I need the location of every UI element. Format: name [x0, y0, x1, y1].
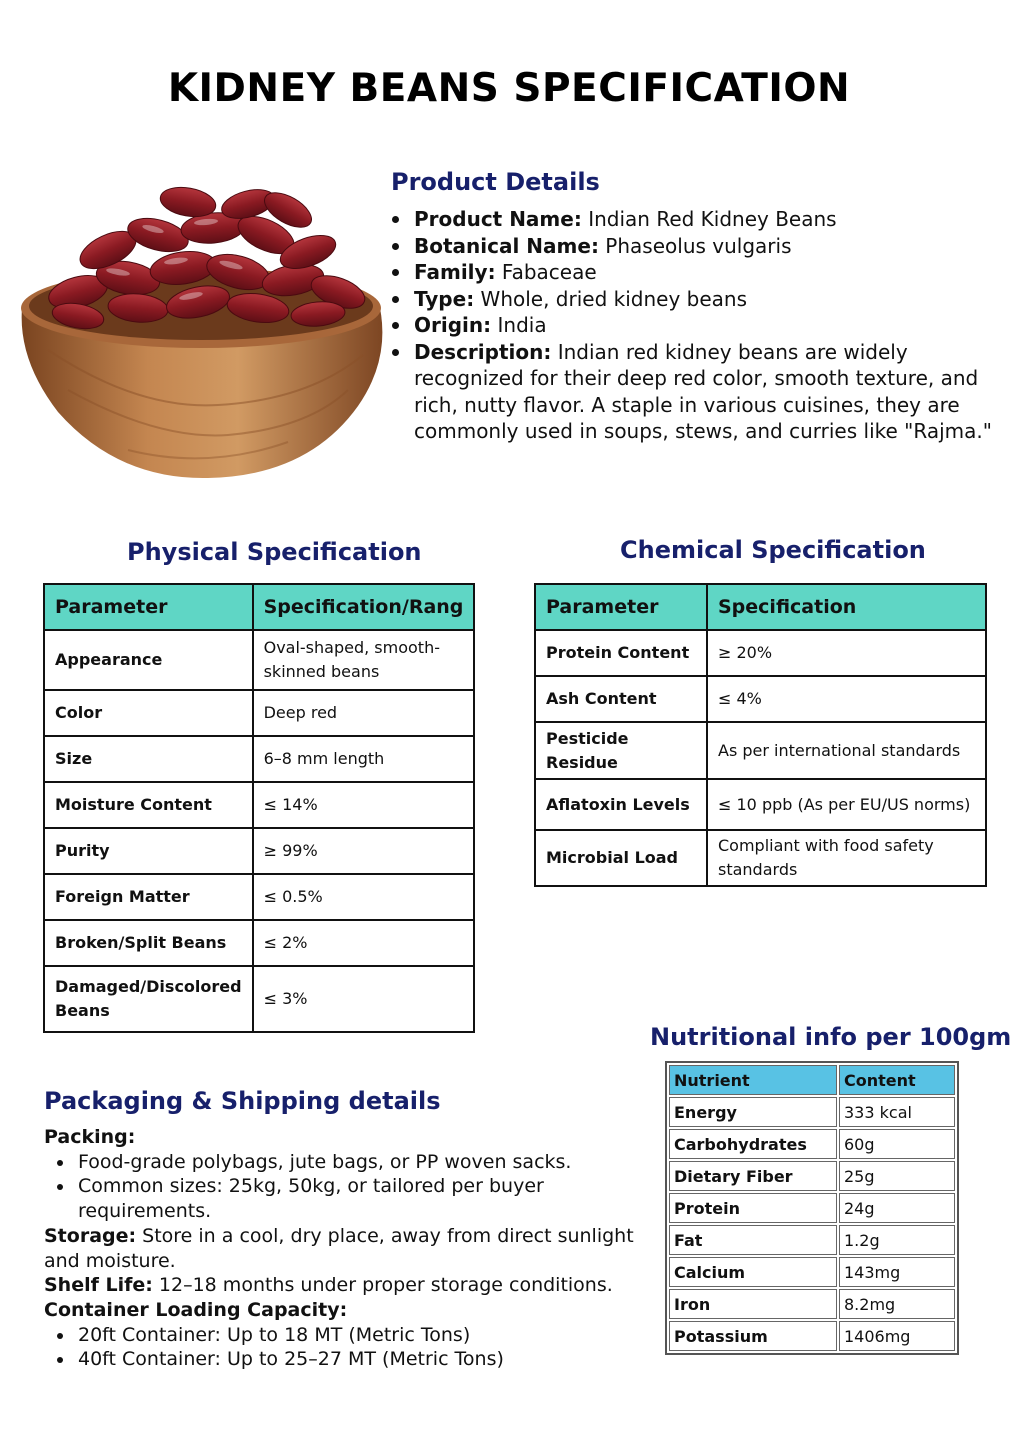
list-item: Food-grade polybags, jute bags, or PP woven sacks. [44, 1150, 634, 1175]
product-details-list [390, 206, 1010, 445]
param-cell: Aflatoxin Levels [535, 779, 707, 830]
param-cell: Protein Content [535, 630, 707, 676]
physical-spec-table [43, 583, 475, 1033]
table-row [44, 736, 474, 782]
table-row [669, 1225, 955, 1255]
detail-value: Whole, dried kidney beans [474, 286, 747, 311]
spec-cell: ≥ 99% [253, 828, 475, 874]
param-cell: Purity [44, 828, 253, 874]
spec-cell: Compliant with food safety standards [707, 830, 986, 886]
nutrient-name: Iron [669, 1289, 837, 1319]
detail-item-origin [390, 312, 1010, 339]
spec-cell: ≤ 0.5% [253, 874, 475, 920]
shelf-life-line [44, 1273, 634, 1298]
column-header: Nutrient [669, 1065, 837, 1095]
column-header: Parameter [535, 584, 707, 630]
column-header: Parameter [44, 584, 253, 630]
page-title: KIDNEY BEANS SPECIFICATION [167, 66, 851, 111]
shelf-life-value: 12–18 months under proper storage conditions. [152, 1274, 613, 1297]
table-row [44, 630, 474, 690]
table-header-row [535, 584, 986, 630]
table-row [44, 782, 474, 828]
spec-cell: As per international standards [707, 722, 986, 779]
table-row [669, 1193, 955, 1223]
detail-value: Indian Red Kidney Beans [581, 207, 837, 231]
list-item: 20ft Container: Up to 18 MT (Metric Tons) [44, 1323, 634, 1348]
detail-value: Indian red kidney beans are widely recognized for their deep red color, smooth texture, and rich, nutty flavor. A staple in various cuisines, they are commonly used in soups, stews, and curries like "Rajma." [414, 339, 992, 443]
nutrient-value: 25g [839, 1161, 955, 1191]
param-cell: Size [44, 736, 253, 782]
spec-cell: ≤ 14% [253, 782, 475, 828]
packing-label: Packing: [44, 1126, 136, 1148]
column-header: Content [839, 1065, 955, 1095]
physical-spec-heading: Physical Specification [127, 538, 422, 566]
param-cell: Moisture Content [44, 782, 253, 828]
table-row [669, 1129, 955, 1159]
detail-item-type [390, 286, 1010, 313]
nutrient-value: 8.2mg [839, 1289, 955, 1319]
nutrient-value: 333 kcal [839, 1097, 955, 1127]
table-row [669, 1097, 955, 1127]
detail-item-family [390, 259, 1010, 286]
param-cell: Appearance [44, 630, 253, 690]
table-row [535, 779, 986, 830]
detail-label: Botanical Name: [414, 233, 599, 258]
column-header: Specification [707, 584, 986, 630]
table-row [44, 874, 474, 920]
packaging-details [44, 1125, 634, 1372]
nutrient-value: 1406mg [839, 1321, 955, 1351]
table-row [44, 920, 474, 966]
nutrient-name: Carbohydrates [669, 1129, 837, 1159]
table-row [669, 1257, 955, 1287]
storage-line [44, 1224, 634, 1273]
table-row [669, 1321, 955, 1351]
spec-cell: ≤ 3% [253, 966, 475, 1032]
storage-label: Storage: [44, 1224, 137, 1247]
spec-cell: Oval-shaped, smooth-skinned beans [253, 630, 475, 690]
kidney-beans-bowl-image [18, 180, 388, 485]
table-row [669, 1161, 955, 1191]
detail-label: Type: [414, 286, 475, 311]
table-row [535, 630, 986, 676]
packing-list [44, 1150, 634, 1224]
detail-label: Family: [414, 260, 496, 284]
table-row [535, 676, 986, 722]
chemical-spec-heading: Chemical Specification [620, 536, 926, 564]
nutrient-name: Calcium [669, 1257, 837, 1287]
nutrient-name: Potassium [669, 1321, 837, 1351]
table-row [669, 1289, 955, 1319]
nutrition-heading: Nutritional info per 100gm [650, 1023, 1012, 1051]
table-row [535, 722, 986, 779]
table-row [44, 690, 474, 736]
spec-cell: ≥ 20% [707, 630, 986, 676]
nutrition-table [665, 1061, 959, 1355]
packaging-heading: Packaging & Shipping details [44, 1087, 441, 1115]
table-header-row [669, 1065, 955, 1095]
param-cell: Color [44, 690, 253, 736]
param-cell: Microbial Load [535, 830, 707, 886]
nutrient-name: Fat [669, 1225, 837, 1255]
spec-cell: 6–8 mm length [253, 736, 475, 782]
detail-item-product-name [390, 206, 1010, 233]
spec-cell: Deep red [253, 690, 475, 736]
spec-cell: ≤ 2% [253, 920, 475, 966]
container-list [44, 1323, 634, 1372]
nutrient-value: 1.2g [839, 1225, 955, 1255]
param-cell: Broken/Split Beans [44, 920, 253, 966]
shelf-life-label: Shelf Life: [44, 1274, 153, 1297]
param-cell: Pesticide Residue [535, 722, 707, 779]
detail-value: India [491, 313, 547, 337]
nutrient-value: 60g [839, 1129, 955, 1159]
table-row [44, 966, 474, 1032]
nutrient-name: Protein [669, 1193, 837, 1223]
storage-value: Store in a cool, dry place, away from direct sunlight and moisture. [44, 1224, 634, 1272]
detail-label: Product Name: [414, 207, 582, 231]
container-label: Container Loading Capacity: [44, 1298, 348, 1321]
param-cell: Foreign Matter [44, 874, 253, 920]
table-row [44, 828, 474, 874]
spec-cell: ≤ 10 ppb (As per EU/US norms) [707, 779, 986, 830]
product-details-heading: Product Details [391, 168, 600, 196]
detail-label: Description: [414, 339, 552, 364]
list-item: 40ft Container: Up to 25–27 MT (Metric Tons) [44, 1347, 634, 1372]
table-header-row [44, 584, 474, 630]
detail-item-botanical-name [390, 233, 1010, 260]
column-header: Specification/Rang [253, 584, 475, 630]
nutrient-value: 24g [839, 1193, 955, 1223]
spec-cell: ≤ 4% [707, 676, 986, 722]
nutrient-name: Dietary Fiber [669, 1161, 837, 1191]
list-item: Common sizes: 25kg, 50kg, or tailored per buyer requirements. [44, 1174, 634, 1223]
table-row [535, 830, 986, 886]
detail-value: Fabaceae [495, 260, 597, 284]
nutrient-name: Energy [669, 1097, 837, 1127]
detail-item-description [390, 339, 1010, 445]
param-cell: Ash Content [535, 676, 707, 722]
nutrient-value: 143mg [839, 1257, 955, 1287]
chemical-spec-table [534, 583, 987, 887]
detail-value: Phaseolus vulgaris [598, 233, 792, 258]
kidney-beans-bowl-illustration [18, 180, 388, 485]
param-cell: Damaged/Discolored Beans [44, 966, 253, 1032]
detail-label: Origin: [414, 313, 492, 337]
